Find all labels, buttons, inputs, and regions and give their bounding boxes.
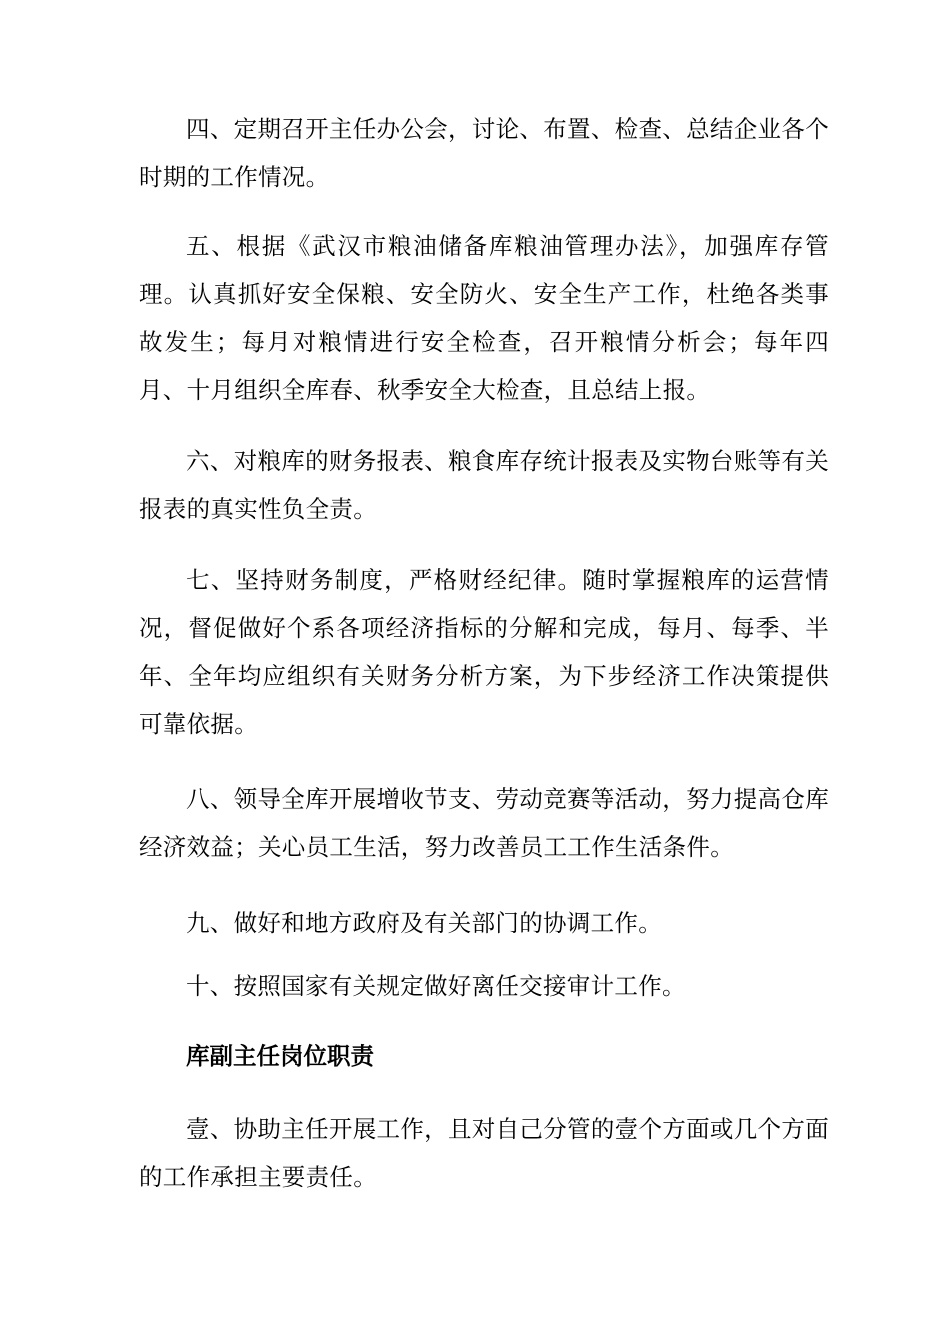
paragraph-6: 六、对粮库的财务报表、粮食库存统计报表及实物台账等有关报表的真实性负全责。: [139, 447, 829, 523]
paragraph-10: 十、按照国家有关规定做好离任交接审计工作。: [186, 972, 686, 1000]
paragraph-7: 七、坚持财务制度，严格财经纪律。随时掌握粮库的运营情况，督促做好个系各项经济指标的分解和完成，每月、每季、半年、全年均应组织有关财务分析方案，为下步经济工作决策提供可靠依据。: [139, 566, 829, 738]
paragraph-5: 五、根据《武汉市粮油储备库粮油管理办法》，加强库存管理。认真抓好安全保粮、安全防火、安全生产工作，杜绝各类事故发生；每月对粮情进行安全检查，召开粮情分析会；每年四月、十月组织全库春、秋季安全大检查，且总结上报。: [139, 232, 829, 404]
paragraph-9: 九、做好和地方政府及有关部门的协调工作。: [186, 909, 662, 937]
section-heading: 库副主任岗位职责: [186, 1042, 374, 1070]
paragraph-4: 四、定期召开主任办公会，讨论、布置、检查、总结企业各个时期的工作情况。: [139, 115, 829, 191]
section-paragraph-1: 壹、协助主任开展工作，且对自己分管的壹个方面或几个方面的工作承担主要责任。: [139, 1115, 829, 1191]
paragraph-8: 八、领导全库开展增收节支、劳动竞赛等活动，努力提高仓库经济效益；关心员工生活，努力改善员工工作生活条件。: [139, 785, 829, 861]
